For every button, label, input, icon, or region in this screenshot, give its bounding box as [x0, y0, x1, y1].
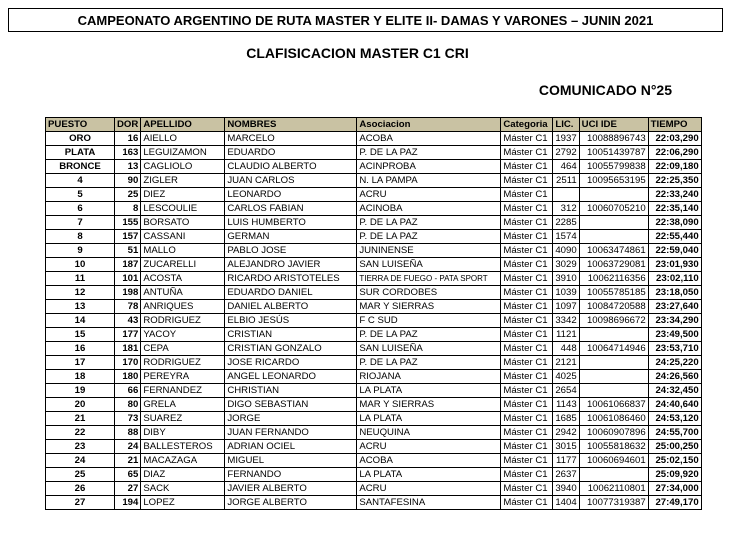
cell-tiempo: 25:09,920	[648, 468, 701, 482]
cell-dor: 194	[115, 496, 141, 510]
cell-tiempo: 23:27,640	[648, 300, 701, 314]
cell-lic: 312	[553, 202, 579, 216]
cell-nombres: MIGUEL	[225, 454, 357, 468]
cell-asociacion: NEUQUINA	[357, 426, 501, 440]
cell-asociacion: SANTAFESINA	[357, 496, 501, 510]
cell-apellido: SACK	[141, 482, 225, 496]
cell-dor: 78	[115, 300, 141, 314]
cell-nombres: CARLOS FABIAN	[225, 202, 357, 216]
cell-tiempo: 22:03,290	[648, 132, 701, 146]
cell-nombres: ADRIAN OCIEL	[225, 440, 357, 454]
cell-apellido: LOPEZ	[141, 496, 225, 510]
table-row	[46, 272, 702, 286]
cell-categoria: Máster C1	[501, 146, 553, 160]
table-row	[46, 300, 702, 314]
cell-tiempo: 22:38,090	[648, 216, 701, 230]
col-header-uci: UCI IDE	[579, 118, 648, 132]
col-header-nombres: NOMBRES	[225, 118, 357, 132]
cell-lic: 4090	[553, 244, 579, 258]
cell-puesto: 22	[46, 426, 115, 440]
cell-apellido: RODRIGUEZ	[141, 356, 225, 370]
cell-puesto: ORO	[46, 132, 115, 146]
cell-uci: 10055799838	[579, 160, 648, 174]
cell-nombres: FERNANDO	[225, 468, 357, 482]
table-row	[46, 440, 702, 454]
cell-uci: 10098696672	[579, 314, 648, 328]
cell-nombres: ANGEL LEONARDO	[225, 370, 357, 384]
cell-tiempo: 23:34,290	[648, 314, 701, 328]
cell-tiempo: 22:33,240	[648, 188, 701, 202]
cell-apellido: SUAREZ	[141, 412, 225, 426]
cell-dor: 51	[115, 244, 141, 258]
cell-tiempo: 23:01,930	[648, 258, 701, 272]
cell-uci: 10084720588	[579, 300, 648, 314]
cell-uci	[579, 384, 648, 398]
cell-asociacion: SAN LUISEÑA	[357, 258, 501, 272]
cell-asociacion: ACINOBA	[357, 202, 501, 216]
cell-puesto: 18	[46, 370, 115, 384]
cell-puesto: 13	[46, 300, 115, 314]
table-header-row	[46, 118, 702, 132]
cell-lic: 1574	[553, 230, 579, 244]
cell-puesto: 9	[46, 244, 115, 258]
cell-lic: 3029	[553, 258, 579, 272]
cell-dor: 170	[115, 356, 141, 370]
cell-nombres: RICARDO ARISTOTELES	[225, 272, 357, 286]
cell-categoria: Máster C1	[501, 370, 553, 384]
cell-puesto: 7	[46, 216, 115, 230]
cell-nombres: GERMAN	[225, 230, 357, 244]
table-row	[46, 454, 702, 468]
cell-dor: 24	[115, 440, 141, 454]
cell-uci	[579, 356, 648, 370]
cell-uci	[579, 188, 648, 202]
table-row	[46, 216, 702, 230]
table-row	[46, 286, 702, 300]
cell-puesto: 24	[46, 454, 115, 468]
cell-apellido: ANTUÑA	[141, 286, 225, 300]
cell-lic: 3342	[553, 314, 579, 328]
cell-categoria: Máster C1	[501, 216, 553, 230]
cell-categoria: Máster C1	[501, 440, 553, 454]
cell-dor: 187	[115, 258, 141, 272]
cell-tiempo: 27:34,000	[648, 482, 701, 496]
cell-apellido: MALLO	[141, 244, 225, 258]
cell-dor: 177	[115, 328, 141, 342]
col-header-asociacion: Asociacion	[357, 118, 501, 132]
cell-lic	[553, 188, 579, 202]
cell-categoria: Máster C1	[501, 398, 553, 412]
cell-tiempo: 22:35,140	[648, 202, 701, 216]
cell-apellido: LESCOULIE	[141, 202, 225, 216]
cell-asociacion: LA PLATA	[357, 412, 501, 426]
cell-puesto: 27	[46, 496, 115, 510]
cell-uci: 10060907896	[579, 426, 648, 440]
cell-lic: 3015	[553, 440, 579, 454]
cell-uci: 10055818632	[579, 440, 648, 454]
cell-categoria: Máster C1	[501, 174, 553, 188]
cell-tiempo: 24:55,700	[648, 426, 701, 440]
table-row	[46, 482, 702, 496]
cell-asociacion: N. LA PAMPA	[357, 174, 501, 188]
cell-asociacion: MAR Y SIERRAS	[357, 398, 501, 412]
cell-nombres: MARCELO	[225, 132, 357, 146]
cell-puesto: 8	[46, 230, 115, 244]
cell-categoria: Máster C1	[501, 244, 553, 258]
cell-asociacion: SUR CORDOBES	[357, 286, 501, 300]
cell-dor: 73	[115, 412, 141, 426]
table-row	[46, 132, 702, 146]
cell-nombres: JOSE RICARDO	[225, 356, 357, 370]
cell-asociacion: P. DE LA PAZ	[357, 146, 501, 160]
cell-categoria: Máster C1	[501, 230, 553, 244]
cell-categoria: Máster C1	[501, 286, 553, 300]
cell-nombres: DANIEL ALBERTO	[225, 300, 357, 314]
cell-asociacion: RIOJANA	[357, 370, 501, 384]
cell-dor: 198	[115, 286, 141, 300]
cell-categoria: Máster C1	[501, 384, 553, 398]
cell-lic: 1143	[553, 398, 579, 412]
cell-asociacion: ACRU	[357, 188, 501, 202]
cell-tiempo: 22:55,440	[648, 230, 701, 244]
cell-tiempo: 23:49,500	[648, 328, 701, 342]
table-row	[46, 468, 702, 482]
cell-nombres: PABLO JOSE	[225, 244, 357, 258]
cell-apellido: DIEZ	[141, 188, 225, 202]
cell-uci: 10055785185	[579, 286, 648, 300]
cell-categoria: Máster C1	[501, 496, 553, 510]
cell-nombres: LEONARDO	[225, 188, 357, 202]
cell-nombres: EDUARDO DANIEL	[225, 286, 357, 300]
cell-puesto: BRONCE	[46, 160, 115, 174]
cell-uci: 10063474861	[579, 244, 648, 258]
table-row	[46, 384, 702, 398]
col-header-dor: DOR	[115, 118, 141, 132]
cell-apellido: BALLESTEROS	[141, 440, 225, 454]
cell-nombres: JORGE ALBERTO	[225, 496, 357, 510]
cell-puesto: 6	[46, 202, 115, 216]
cell-puesto: 21	[46, 412, 115, 426]
cell-apellido: PEREYRA	[141, 370, 225, 384]
classification-subtitle: CLAFISICACION MASTER C1 CRI	[246, 45, 469, 61]
table-row	[46, 202, 702, 216]
cell-nombres: DIGO SEBASTIAN	[225, 398, 357, 412]
cell-asociacion: P. DE LA PAZ	[357, 356, 501, 370]
cell-categoria: Máster C1	[501, 300, 553, 314]
cell-dor: 90	[115, 174, 141, 188]
cell-dor: 88	[115, 426, 141, 440]
cell-asociacion: JUNINENSE	[357, 244, 501, 258]
col-header-lic: LIC.	[553, 118, 579, 132]
cell-apellido: RODRIGUEZ	[141, 314, 225, 328]
cell-asociacion: TIERRA DE FUEGO - PATA SPORT	[357, 272, 501, 286]
cell-categoria: Máster C1	[501, 342, 553, 356]
cell-uci	[579, 216, 648, 230]
cell-categoria: Máster C1	[501, 202, 553, 216]
cell-dor: 101	[115, 272, 141, 286]
cell-asociacion: ACOBA	[357, 132, 501, 146]
cell-nombres: CRISTIAN	[225, 328, 357, 342]
cell-puesto: 15	[46, 328, 115, 342]
table-row	[46, 426, 702, 440]
cell-apellido: BORSATO	[141, 216, 225, 230]
cell-puesto: 25	[46, 468, 115, 482]
cell-dor: 16	[115, 132, 141, 146]
cell-puesto: 19	[46, 384, 115, 398]
cell-asociacion: LA PLATA	[357, 384, 501, 398]
cell-uci: 10095653195	[579, 174, 648, 188]
cell-apellido: DIAZ	[141, 468, 225, 482]
cell-uci	[579, 328, 648, 342]
table-row	[46, 412, 702, 426]
cell-asociacion: ACOBA	[357, 454, 501, 468]
cell-nombres: CLAUDIO ALBERTO	[225, 160, 357, 174]
cell-apellido: ZIGLER	[141, 174, 225, 188]
cell-asociacion: ACINPROBA	[357, 160, 501, 174]
cell-uci: 10062116356	[579, 272, 648, 286]
cell-dor: 25	[115, 188, 141, 202]
cell-tiempo: 27:49,170	[648, 496, 701, 510]
table-row	[46, 398, 702, 412]
cell-apellido: MACAZAGA	[141, 454, 225, 468]
cell-categoria: Máster C1	[501, 314, 553, 328]
cell-lic: 1121	[553, 328, 579, 342]
table-row	[46, 230, 702, 244]
cell-uci: 10063729081	[579, 258, 648, 272]
cell-apellido: YACOY	[141, 328, 225, 342]
cell-dor: 27	[115, 482, 141, 496]
comunicado-number: COMUNICADO N°25	[538, 82, 672, 98]
cell-uci: 10060694601	[579, 454, 648, 468]
championship-title-box	[8, 8, 723, 32]
cell-puesto: PLATA	[46, 146, 115, 160]
cell-categoria: Máster C1	[501, 272, 553, 286]
cell-puesto: 20	[46, 398, 115, 412]
cell-uci: 10088896743	[579, 132, 648, 146]
cell-lic: 1177	[553, 454, 579, 468]
cell-apellido: CAGLIOLO	[141, 160, 225, 174]
cell-puesto: 14	[46, 314, 115, 328]
cell-tiempo: 25:02,150	[648, 454, 701, 468]
table-row	[46, 258, 702, 272]
cell-apellido: FERNANDEZ	[141, 384, 225, 398]
cell-dor: 66	[115, 384, 141, 398]
cell-categoria: Máster C1	[501, 356, 553, 370]
cell-dor: 65	[115, 468, 141, 482]
cell-puesto: 5	[46, 188, 115, 202]
cell-uci: 10062110801	[579, 482, 648, 496]
cell-tiempo: 22:25,350	[648, 174, 701, 188]
cell-puesto: 26	[46, 482, 115, 496]
cell-lic: 1039	[553, 286, 579, 300]
cell-uci: 10061086460	[579, 412, 648, 426]
cell-nombres: LUIS HUMBERTO	[225, 216, 357, 230]
cell-tiempo: 24:32,450	[648, 384, 701, 398]
cell-nombres: EDUARDO	[225, 146, 357, 160]
cell-asociacion: ACRU	[357, 482, 501, 496]
table-row	[46, 356, 702, 370]
cell-nombres: CRISTIAN GONZALO	[225, 342, 357, 356]
cell-uci: 10051439787	[579, 146, 648, 160]
cell-asociacion: P. DE LA PAZ	[357, 328, 501, 342]
results-body	[46, 132, 702, 510]
cell-apellido: CEPA	[141, 342, 225, 356]
table-row	[46, 146, 702, 160]
table-row	[46, 160, 702, 174]
cell-lic: 2121	[553, 356, 579, 370]
cell-puesto: 10	[46, 258, 115, 272]
cell-puesto: 23	[46, 440, 115, 454]
cell-apellido: LEGUIZAMON	[141, 146, 225, 160]
cell-categoria: Máster C1	[501, 468, 553, 482]
cell-puesto: 16	[46, 342, 115, 356]
cell-tiempo: 22:09,180	[648, 160, 701, 174]
cell-nombres: JORGE	[225, 412, 357, 426]
cell-dor: 8	[115, 202, 141, 216]
cell-uci: 10060705210	[579, 202, 648, 216]
cell-apellido: ANRIQUES	[141, 300, 225, 314]
cell-tiempo: 24:26,560	[648, 370, 701, 384]
cell-asociacion: P. DE LA PAZ	[357, 216, 501, 230]
table-row	[46, 342, 702, 356]
cell-uci	[579, 230, 648, 244]
cell-dor: 157	[115, 230, 141, 244]
table-row	[46, 174, 702, 188]
cell-uci: 10077319387	[579, 496, 648, 510]
cell-nombres: JUAN CARLOS	[225, 174, 357, 188]
table-row	[46, 188, 702, 202]
table-row	[46, 496, 702, 510]
cell-tiempo: 25:00,250	[648, 440, 701, 454]
cell-nombres: ALEJANDRO JAVIER	[225, 258, 357, 272]
cell-tiempo: 24:53,120	[648, 412, 701, 426]
cell-categoria: Máster C1	[501, 160, 553, 174]
cell-asociacion: LA PLATA	[357, 468, 501, 482]
cell-lic: 448	[553, 342, 579, 356]
table-row	[46, 328, 702, 342]
cell-dor: 155	[115, 216, 141, 230]
cell-asociacion: MAR Y SIERRAS	[357, 300, 501, 314]
results-table	[45, 117, 702, 510]
cell-categoria: Máster C1	[501, 328, 553, 342]
cell-lic: 4025	[553, 370, 579, 384]
cell-apellido: GRELA	[141, 398, 225, 412]
cell-apellido: CASSANI	[141, 230, 225, 244]
cell-lic: 3910	[553, 272, 579, 286]
cell-categoria: Máster C1	[501, 258, 553, 272]
col-header-tiempo: TIEMPO	[648, 118, 701, 132]
cell-dor: 163	[115, 146, 141, 160]
cell-lic: 2637	[553, 468, 579, 482]
cell-categoria: Máster C1	[501, 132, 553, 146]
col-header-categoria: Categoria	[501, 118, 553, 132]
cell-lic: 3940	[553, 482, 579, 496]
cell-tiempo: 23:18,050	[648, 286, 701, 300]
cell-puesto: 11	[46, 272, 115, 286]
cell-categoria: Máster C1	[501, 482, 553, 496]
table-row	[46, 314, 702, 328]
cell-puesto: 12	[46, 286, 115, 300]
cell-tiempo: 22:59,040	[648, 244, 701, 258]
cell-nombres: ELBIO JESÚS	[225, 314, 357, 328]
cell-asociacion: P. DE LA PAZ	[357, 230, 501, 244]
cell-asociacion: ACRU	[357, 440, 501, 454]
cell-lic: 1685	[553, 412, 579, 426]
cell-tiempo: 24:40,640	[648, 398, 701, 412]
cell-lic: 2942	[553, 426, 579, 440]
cell-lic: 2654	[553, 384, 579, 398]
cell-dor: 13	[115, 160, 141, 174]
table-row	[46, 244, 702, 258]
cell-dor: 181	[115, 342, 141, 356]
cell-nombres: JAVIER ALBERTO	[225, 482, 357, 496]
cell-uci: 10061066837	[579, 398, 648, 412]
cell-puesto: 4	[46, 174, 115, 188]
cell-nombres: JUAN FERNANDO	[225, 426, 357, 440]
cell-nombres: CHRISTIAN	[225, 384, 357, 398]
col-header-apellido: APELLIDO	[141, 118, 225, 132]
cell-categoria: Máster C1	[501, 188, 553, 202]
cell-lic: 1937	[553, 132, 579, 146]
cell-categoria: Máster C1	[501, 454, 553, 468]
cell-uci: 10064714946	[579, 342, 648, 356]
cell-tiempo: 22:06,290	[648, 146, 701, 160]
cell-lic: 2511	[553, 174, 579, 188]
cell-lic: 2285	[553, 216, 579, 230]
cell-asociacion: F C SUD	[357, 314, 501, 328]
cell-lic: 464	[553, 160, 579, 174]
cell-tiempo: 24:25,220	[648, 356, 701, 370]
cell-categoria: Máster C1	[501, 426, 553, 440]
cell-asociacion: SAN LUISEÑA	[357, 342, 501, 356]
cell-dor: 80	[115, 398, 141, 412]
cell-dor: 21	[115, 454, 141, 468]
cell-apellido: ZUCARELLI	[141, 258, 225, 272]
cell-categoria: Máster C1	[501, 412, 553, 426]
cell-puesto: 17	[46, 356, 115, 370]
table-row	[46, 370, 702, 384]
cell-tiempo: 23:02,110	[648, 272, 701, 286]
col-header-puesto: PUESTO	[46, 118, 115, 132]
cell-apellido: ACOSTA	[141, 272, 225, 286]
cell-lic: 1404	[553, 496, 579, 510]
cell-dor: 180	[115, 370, 141, 384]
cell-uci	[579, 468, 648, 482]
cell-lic: 2792	[553, 146, 579, 160]
championship-title: CAMPEONATO ARGENTINO DE RUTA MASTER Y ELITE II- DAMAS Y VARONES – JUNIN 2021	[77, 12, 654, 28]
cell-tiempo: 23:53,710	[648, 342, 701, 356]
cell-uci	[579, 370, 648, 384]
cell-lic: 1097	[553, 300, 579, 314]
cell-dor: 43	[115, 314, 141, 328]
cell-apellido: AIELLO	[141, 132, 225, 146]
cell-apellido: DIBY	[141, 426, 225, 440]
